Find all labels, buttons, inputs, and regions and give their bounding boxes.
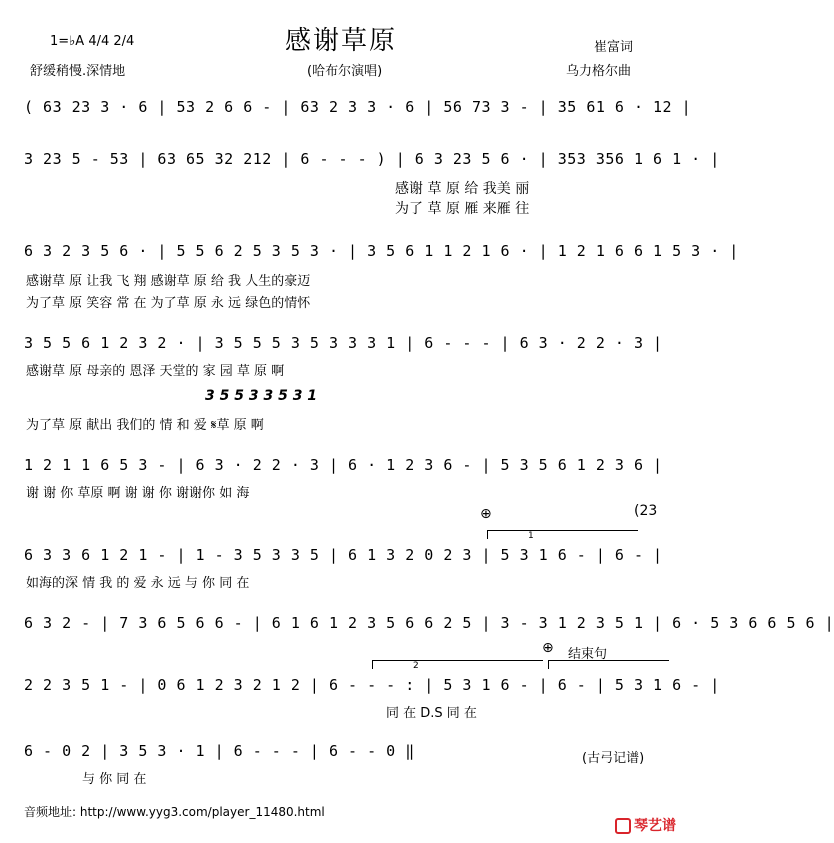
notes-line: 2 2 3 5 1 - | 0 6 1 2 3 2 1 2 | 6 - - - : | 5 3 1 6 - | 6 - | 5 3 1 6 - |: [24, 676, 720, 694]
audio-link[interactable]: 音频地址: http://www.yyg3.com/player_11480.html: [24, 805, 325, 819]
notes-line: 1 2 1 1 6 5 3 - | 6 3 · 2 2 · 3 | 6 · 1 2 3 6 - | 5 3 5 6 1 2 3 6 |: [24, 456, 663, 474]
site-logo: [615, 815, 676, 835]
song-title: 感谢草原: [285, 26, 398, 56]
notes-line: 3 23 5 - 53 | 63 65 32 212 | 6 - - - ) | 6 3 23 5 6 · | 353 356 1 6 1 · |: [24, 150, 720, 168]
lyrics-verse-1: 感谢草 原 母亲的 恩泽 天堂的 家 园 草 原 啊: [26, 364, 285, 379]
lyricist: 崔富词: [594, 40, 634, 55]
lyrics-verse-1: 感谢草 原 让我 飞 翔 感谢草 原 给 我 人生的豪迈: [26, 274, 311, 289]
key-signature: 1=♭A 4/4 2/4: [50, 34, 135, 49]
ending-label: 结束句: [568, 647, 608, 662]
lyrics-verse-2: 为了草 原 笑容 常 在 为了草 原 永 远 绿色的情怀: [26, 296, 311, 311]
logo-icon: [615, 818, 631, 834]
transcriber-note: (古弓记谱): [582, 751, 645, 766]
volta-bracket-2: 2: [372, 660, 543, 669]
coda-sign-icon: ⊕: [542, 640, 554, 656]
logo-text: 琴艺谱: [634, 818, 676, 834]
performer: (哈布尔演唱): [307, 64, 383, 79]
tempo-marking: 舒缓稍慢.深情地: [30, 64, 126, 79]
notes-line: ( 63 23 3 · 6 | 53 2 6 6 - | 63 2 3 3 · 6 | 56 73 3 - | 35 61 6 · 12 |: [24, 98, 692, 116]
lyrics-verse-1: 谢 谢 你 草原 啊 谢 谢 你 谢谢你 如 海: [26, 486, 250, 501]
composer: 乌力格尔曲: [566, 64, 632, 79]
notes-line: 6 3 2 - | 7 3 6 5 6 6 - | 6 1 6 1 2 3 5 6 6 2 5 | 3 - 3 1 2 3 5 1 | 6 · 5 3 6 6 5 6 |: [24, 614, 834, 632]
lyrics-verse-1: 感谢 草 原 给 我美 丽: [395, 181, 530, 197]
lyrics-verse-1: 如海的深 情 我 的 爱 永 远 与 你 同 在: [26, 576, 250, 591]
notes-line: 6 3 2 3 5 6 · | 5 5 6 2 5 3 5 3 · | 3 5 6 1 1 2 1 6 · | 1 2 1 6 6 1 5 3 · |: [24, 242, 739, 260]
volta-bracket-1: 1: [487, 530, 638, 539]
lyrics-verse-1: 与 你 同 在: [82, 772, 147, 787]
notes-line: 6 - 0 2 | 3 5 3 · 1 | 6 - - - | 6 - - 0 ‖: [24, 742, 415, 760]
alt-notes-line: 3 5 5 3 3 5 3 1: [205, 388, 318, 404]
lyrics-verse-2: 为了 草 原 雁 来雁 往: [395, 201, 530, 217]
lyrics-verse-2: 为了草 原 献出 我们的 情 和 爱 𝄋草 原 啊: [26, 418, 264, 433]
notes-line: 3 5 5 6 1 2 3 2 · | 3 5 5 5 3 5 3 3 3 1 | 6 - - - | 6 3 · 2 2 · 3 |: [24, 334, 663, 352]
lyrics-verse-1: 同 在 D.S 同 在: [386, 706, 477, 721]
pickup-notes: (23: [634, 503, 658, 519]
notes-line: 6 3 3 6 1 2 1 - | 1 - 3 5 3 3 5 | 6 1 3 2 0 2 3 | 5 3 1 6 - | 6 - |: [24, 546, 663, 564]
coda-sign-icon: ⊕: [480, 506, 492, 522]
ending-bracket: [548, 660, 669, 669]
